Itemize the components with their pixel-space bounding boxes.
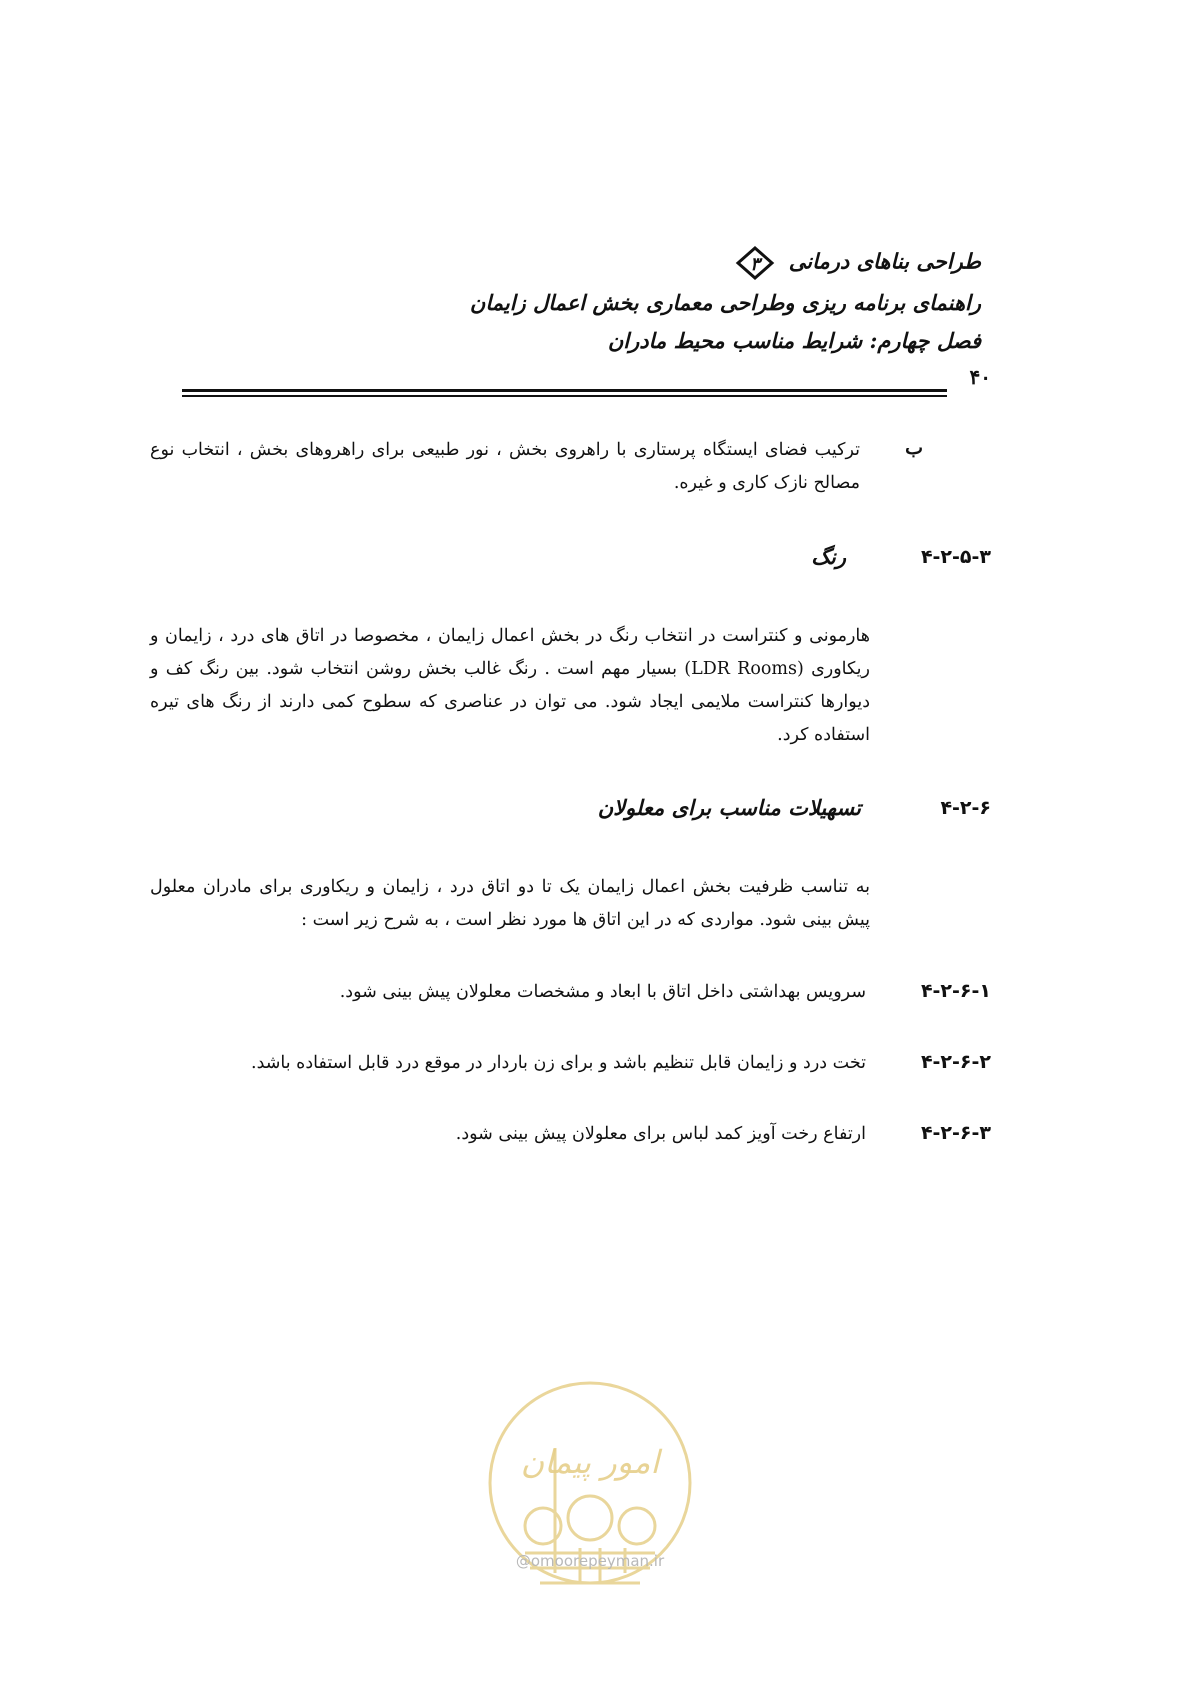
series-number: ۳ — [750, 254, 761, 275]
item-b-label: ب — [905, 437, 923, 459]
guide-title: راهنمای برنامه ریزی وطراحی معماری بخش اعمال زایمان — [469, 290, 981, 315]
subitem-text: تخت درد و زایمان قابل تنظیم باشد و برای زن باردار در موقع درد قابل استفاده باشد. — [251, 1053, 866, 1073]
item-b-text: ترکیب فضای ایستگاه پرستاری با راهروی بخش ، نور طبیعی برای راهروهای بخش ، انتخاب نوع مصالح نازک کاری و غیره. — [150, 440, 860, 493]
section-disabled-text: به تناسب ظرفیت بخش اعمال زایمان یک تا دو اتاق درد ، زایمان و ریکاوری برای مادران معلول پیش بینی شود. مواردی که در این اتاق ها مورد نظر است ، به شرح زیر است : — [150, 877, 870, 930]
section-color-text: هارمونی و کنتراست در انتخاب رنگ در بخش اعمال زایمان ، مخصوصا در اتاق های درد ، زایمان و ریکاوری (LDR Rooms) بسیار مهم است . رنگ غالب بخش روشن انتخاب شود. بین رنگ کف و دیوارها کنتراست ملایمی ایجاد شود. می توان در عناصری که سطوح کمی دارند از رنگ های تیره استفاده کرد. — [150, 626, 870, 745]
section-color-number: ۴-۲-۵-۳ — [920, 546, 991, 568]
series-number-badge — [735, 246, 775, 280]
series-title-text: طراحی بناهای درمانی — [788, 248, 981, 274]
chapter-title: فصل چهارم: شرایط مناسب محیط مادران — [607, 328, 981, 353]
subitem-text: سرویس بهداشتی داخل اتاق با ابعاد و مشخصات معلولان پیش بینی شود. — [339, 982, 866, 1002]
watermark-seal-icon — [485, 1378, 695, 1648]
series-title — [735, 246, 981, 280]
subitem-number: ۴-۲-۶-۳ — [920, 1122, 991, 1144]
header-rule — [182, 389, 947, 392]
header-rule-thin — [182, 395, 947, 397]
watermark-site: @omoorepeyman.ir — [515, 1552, 665, 1570]
section-color-title: رنگ — [811, 544, 846, 569]
subitem-text: ارتفاع رخت آویز کمد لباس برای معلولان پیش بینی شود. — [455, 1124, 866, 1144]
section-disabled-number: ۴-۲-۶ — [940, 797, 991, 819]
subitem-number: ۴-۲-۶-۲ — [920, 1051, 991, 1073]
page-number: ۴۰ — [969, 365, 991, 389]
watermark-logo-text: امور پیمان — [520, 1443, 660, 1481]
subitem-number: ۴-۲-۶-۱ — [920, 980, 991, 1002]
section-disabled-title: تسهیلات مناسب برای معلولان — [597, 795, 861, 820]
